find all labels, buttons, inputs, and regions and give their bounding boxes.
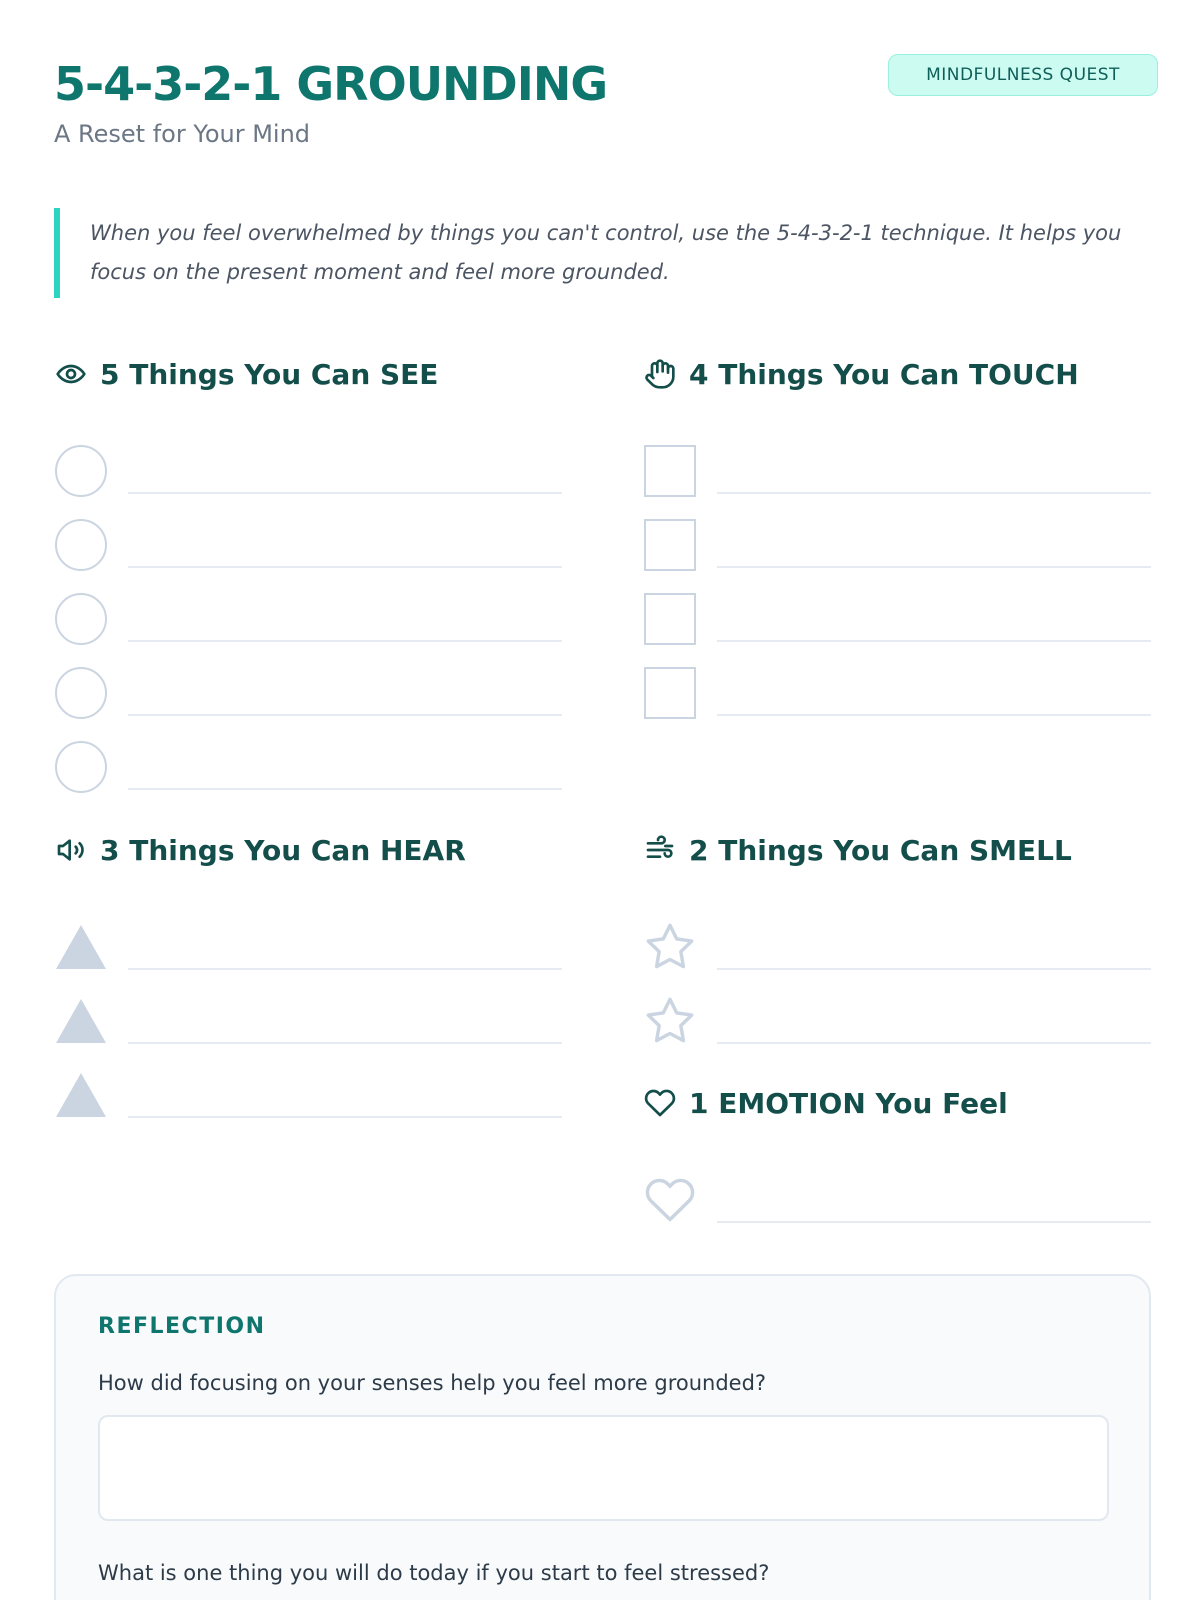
reflection-panel bbox=[54, 1274, 1151, 1600]
square-checkbox[interactable] bbox=[644, 445, 696, 497]
heart-marker[interactable] bbox=[644, 1174, 696, 1226]
list-item[interactable] bbox=[54, 900, 562, 974]
write-line[interactable] bbox=[717, 444, 1151, 494]
list-item[interactable] bbox=[54, 974, 562, 1048]
list-item[interactable] bbox=[643, 646, 1151, 720]
write-line[interactable] bbox=[717, 518, 1151, 568]
page-subtitle: A Reset for Your Mind bbox=[54, 120, 311, 148]
list-item[interactable] bbox=[643, 424, 1151, 498]
speaker-icon bbox=[54, 833, 88, 867]
section-see bbox=[54, 354, 562, 794]
circle-checkbox[interactable] bbox=[55, 593, 107, 645]
section-title: 2 Things You Can SMELL bbox=[689, 833, 1072, 867]
eye-icon bbox=[54, 357, 88, 391]
triangle-marker[interactable] bbox=[54, 1071, 108, 1119]
circle-checkbox[interactable] bbox=[55, 741, 107, 793]
section-hear bbox=[54, 830, 562, 1122]
list-item[interactable] bbox=[54, 1048, 562, 1122]
section-touch bbox=[643, 354, 1151, 720]
section-emotion bbox=[643, 1083, 1151, 1227]
write-line[interactable] bbox=[717, 592, 1151, 642]
section-title: 4 Things You Can TOUCH bbox=[689, 357, 1079, 391]
reflection-question: How did focusing on your senses help you feel more grounded? bbox=[98, 1371, 767, 1395]
list-item[interactable] bbox=[54, 646, 562, 720]
section-title: 1 EMOTION You Feel bbox=[689, 1086, 1008, 1120]
section-title: 3 Things You Can HEAR bbox=[100, 833, 466, 867]
list-item[interactable] bbox=[643, 900, 1151, 974]
reflection-heading: REFLECTION bbox=[98, 1314, 266, 1339]
wind-icon bbox=[643, 833, 677, 867]
list-item[interactable] bbox=[54, 424, 562, 498]
list-item[interactable] bbox=[54, 572, 562, 646]
star-marker[interactable] bbox=[644, 995, 696, 1047]
square-checkbox[interactable] bbox=[644, 519, 696, 571]
mindfulness-quest-badge: MINDFULNESS QUEST bbox=[888, 54, 1158, 96]
intro-text: When you feel overwhelmed by things you can't control, use the 5-4-3-2-1 technique. It helps you focus on the present moment and feel more grounded. bbox=[90, 221, 1122, 284]
write-line[interactable] bbox=[717, 920, 1151, 970]
write-line[interactable] bbox=[717, 666, 1151, 716]
write-line[interactable] bbox=[128, 1068, 562, 1118]
triangle-marker[interactable] bbox=[54, 997, 108, 1045]
list-item[interactable] bbox=[54, 720, 562, 794]
write-line[interactable] bbox=[128, 518, 562, 568]
square-checkbox[interactable] bbox=[644, 593, 696, 645]
write-line[interactable] bbox=[717, 994, 1151, 1044]
circle-checkbox[interactable] bbox=[55, 445, 107, 497]
section-title: 5 Things You Can SEE bbox=[100, 357, 439, 391]
heart-icon bbox=[643, 1086, 677, 1120]
star-marker[interactable] bbox=[644, 921, 696, 973]
list-item[interactable] bbox=[643, 498, 1151, 572]
write-line[interactable] bbox=[128, 444, 562, 494]
header bbox=[54, 50, 1158, 160]
write-line[interactable] bbox=[128, 740, 562, 790]
section-smell bbox=[643, 830, 1151, 1048]
reflection-answer-box[interactable] bbox=[98, 1415, 1109, 1521]
circle-checkbox[interactable] bbox=[55, 667, 107, 719]
triangle-marker[interactable] bbox=[54, 923, 108, 971]
reflection-question: What is one thing you will do today if you start to feel stressed? bbox=[98, 1561, 770, 1585]
hand-icon bbox=[643, 357, 677, 391]
write-line[interactable] bbox=[128, 592, 562, 642]
intro-callout bbox=[54, 208, 1154, 298]
circle-checkbox[interactable] bbox=[55, 519, 107, 571]
write-line[interactable] bbox=[128, 994, 562, 1044]
write-line[interactable] bbox=[128, 666, 562, 716]
page-title: 5-4-3-2-1 GROUNDING bbox=[54, 57, 608, 111]
list-item[interactable] bbox=[643, 572, 1151, 646]
list-item[interactable] bbox=[643, 974, 1151, 1048]
write-line[interactable] bbox=[128, 920, 562, 970]
list-item[interactable] bbox=[54, 498, 562, 572]
list-item[interactable] bbox=[643, 1153, 1151, 1227]
square-checkbox[interactable] bbox=[644, 667, 696, 719]
write-line[interactable] bbox=[717, 1173, 1151, 1223]
